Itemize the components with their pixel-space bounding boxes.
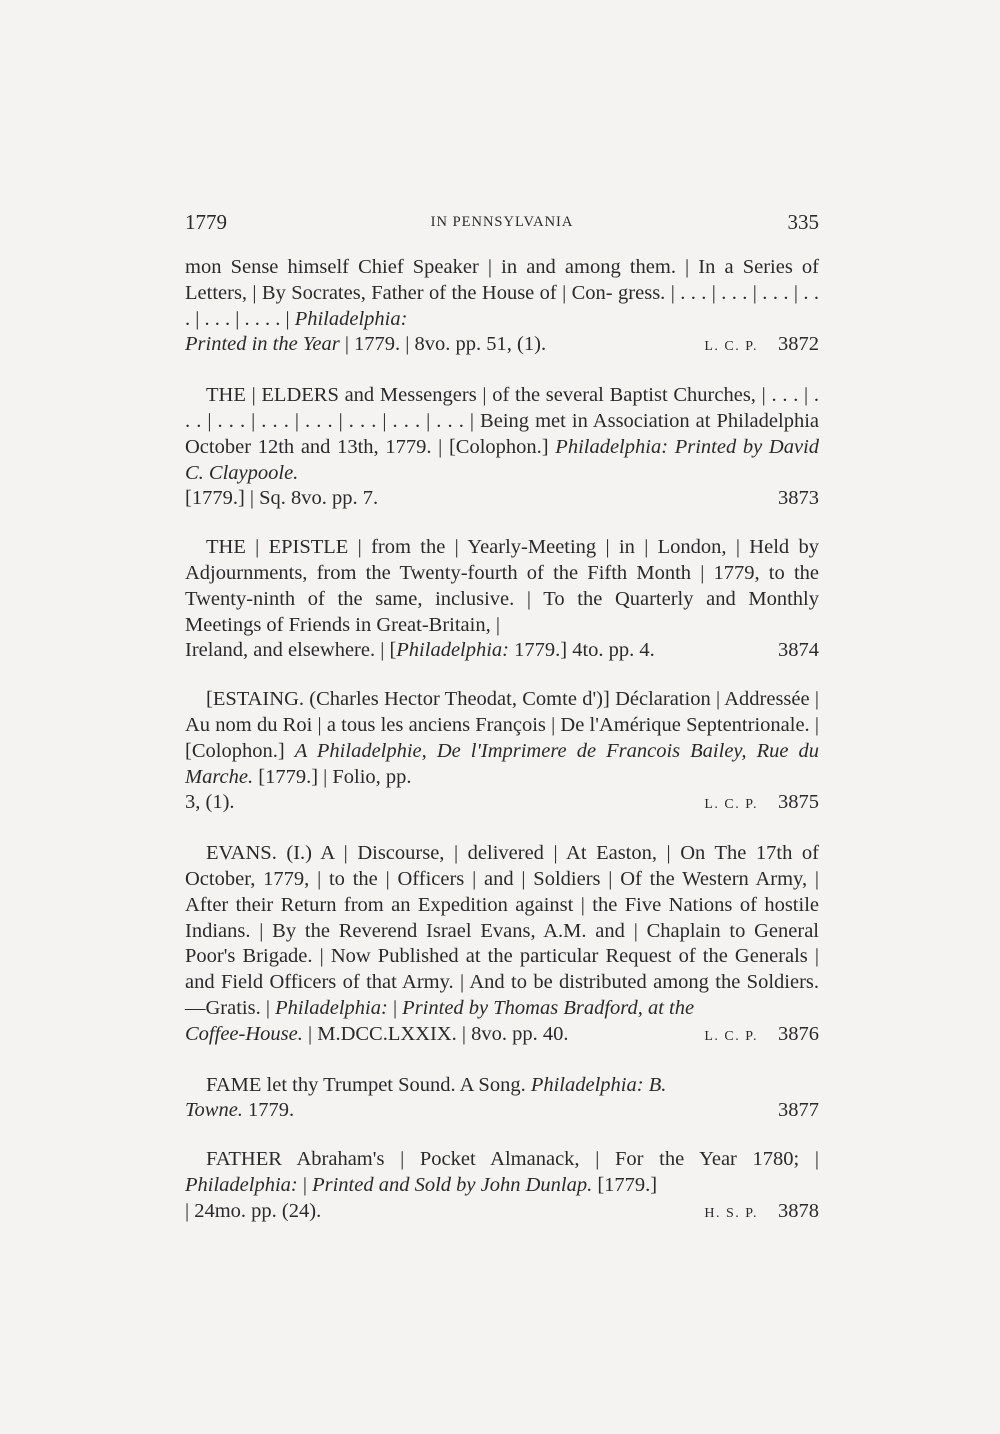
entry-3876 xyxy=(185,841,819,1049)
entry-imprint: Coffee-House. xyxy=(185,1022,303,1045)
entry-text-line: mon Sense himself Chief Speaker | in and among them. | In a xyxy=(185,256,734,278)
entry-format: 3, (1). xyxy=(185,791,235,814)
entry-3877 xyxy=(185,1073,819,1125)
library-code: L. C. P. xyxy=(704,1028,758,1044)
entry-number: 3875 xyxy=(778,791,819,814)
entry-tail xyxy=(185,1199,819,1227)
entry-tail xyxy=(185,332,819,360)
entry-format: [1779.] xyxy=(592,1173,658,1196)
entry-imprint: Philadelphia: B. xyxy=(530,1073,667,1096)
entry-separator: | xyxy=(297,1173,313,1196)
running-header xyxy=(185,207,819,237)
entry-number: 3877 xyxy=(778,1099,819,1122)
entry-imprint: Towne. xyxy=(185,1099,243,1122)
entry-format: [1779.] | Sq. 8vo. pp. 7. xyxy=(185,487,379,510)
library-code: L. C. P. xyxy=(704,797,758,813)
entry-imprint: Philadelphia: xyxy=(275,996,388,1019)
entry-format: 1779. xyxy=(242,1099,295,1122)
header-title: IN PENNSYLVANIA xyxy=(430,214,574,230)
entry-imprint: Philadelphia: xyxy=(185,1173,298,1196)
entry-imprint: Philadelphia: xyxy=(396,639,510,662)
entry-3872 xyxy=(185,255,819,360)
entry-text-line: gress. | . . . | . . . | . . . | . . . | . . . | . . . . | xyxy=(185,281,819,330)
library-code: H. S. P. xyxy=(704,1205,758,1221)
entry-format: | 1779. | 8vo. pp. 51, (1). xyxy=(339,333,547,356)
entry-imprint: Printed by Thomas Bradford, at the xyxy=(402,996,695,1019)
header-year: 1779 xyxy=(185,210,227,234)
entry-number: 3873 xyxy=(778,487,819,510)
entry-number: 3878 xyxy=(778,1199,819,1222)
entry-3878 xyxy=(185,1147,819,1226)
library-code: L. C. P. xyxy=(704,339,758,355)
entry-text: THE | EPISTLE | from the | Yearly-Meeting | in | London, | Held by Adjournments, from the Twenty-fourth of the Fifth Month | 1779, to the Twenty-ninth of the same, inclusive. | To the Quarterly and Monthly Meetings of Friends in Great-Britain, | xyxy=(185,536,819,636)
entry-imprint: Printed in the Year xyxy=(185,333,340,356)
entry-number: 3874 xyxy=(778,639,819,662)
page-number: 335 xyxy=(787,210,819,234)
entry-format: Ireland, and elsewhere. | [ xyxy=(185,639,397,662)
entry-tail xyxy=(185,638,819,664)
entry-text: FAME let thy Trumpet Sound. A Song. xyxy=(206,1073,531,1096)
entry-format: 1779.] 4to. pp. 4. xyxy=(509,639,655,662)
entry-tail xyxy=(185,790,819,818)
entry-imprint: Philadelphia: xyxy=(294,307,408,330)
entry-format: | M.DCC.LXXIX. | 8vo. pp. 40. xyxy=(302,1022,569,1045)
entry-imprint: Philadelphia: Printed by David C. Claypoole. xyxy=(185,435,820,484)
entry-tail xyxy=(185,1098,819,1124)
entry-text: FATHER Abraham's | Pocket Almanack, | For the Year 1780; | xyxy=(206,1148,819,1171)
entry-format: [1779.] | Folio, pp. xyxy=(253,765,412,788)
entry-tail xyxy=(185,1022,819,1050)
entry-format: | 24mo. pp. (24). xyxy=(185,1199,322,1222)
entry-imprint: Printed and Sold by John Dunlap. xyxy=(312,1173,593,1196)
entry-3875 xyxy=(185,687,819,818)
bibliography-entries xyxy=(185,255,819,1250)
entry-number: 3876 xyxy=(778,1022,819,1045)
entry-separator: | xyxy=(387,996,403,1019)
entry-text-line: Series of Letters, | By Socrates, Father of the House of | Con- xyxy=(185,256,819,304)
entry-3874 xyxy=(185,535,819,664)
entry-text: EVANS. (I.) A | Discourse, | delivered | At Easton, | On The 17th of October, 1779, | to the | Officers | and | Soldiers | Of the Western Army, | After their Return from an Expedition against | the Five Nations of hostile Indians. | By the Reverend Israel Evans, A.M. and | Chaplain to General Poor's Brigade. | Now Published at the particular Request of the Generals | and Field Officers of that Army. | And to be distributed among the Soldiers. —Gratis. | xyxy=(185,842,819,1019)
entry-3873 xyxy=(185,383,819,512)
entry-text: [ESTAING. (Charles Hector Theodat, Comte d')] Déclaration | Addressée | Au nom du Roi | a tous les anciens François | De l'Amérique Septentrionale. | [Colophon.] xyxy=(185,688,819,762)
entry-text: THE | ELDERS and Messengers | of the several Baptist Churches, | . . . | . . . | . . . | . . . | . . . | . . . | . . . | . . . | Being met in Association at Philadelphia October 12th and 13th, 1779. | [Colophon.] xyxy=(185,384,819,458)
entry-number: 3872 xyxy=(778,333,819,356)
entry-imprint: A Philadelphie, De l'Imprimere de Francois Bailey, Rue du Marche. xyxy=(185,739,819,788)
entry-tail xyxy=(185,486,819,512)
